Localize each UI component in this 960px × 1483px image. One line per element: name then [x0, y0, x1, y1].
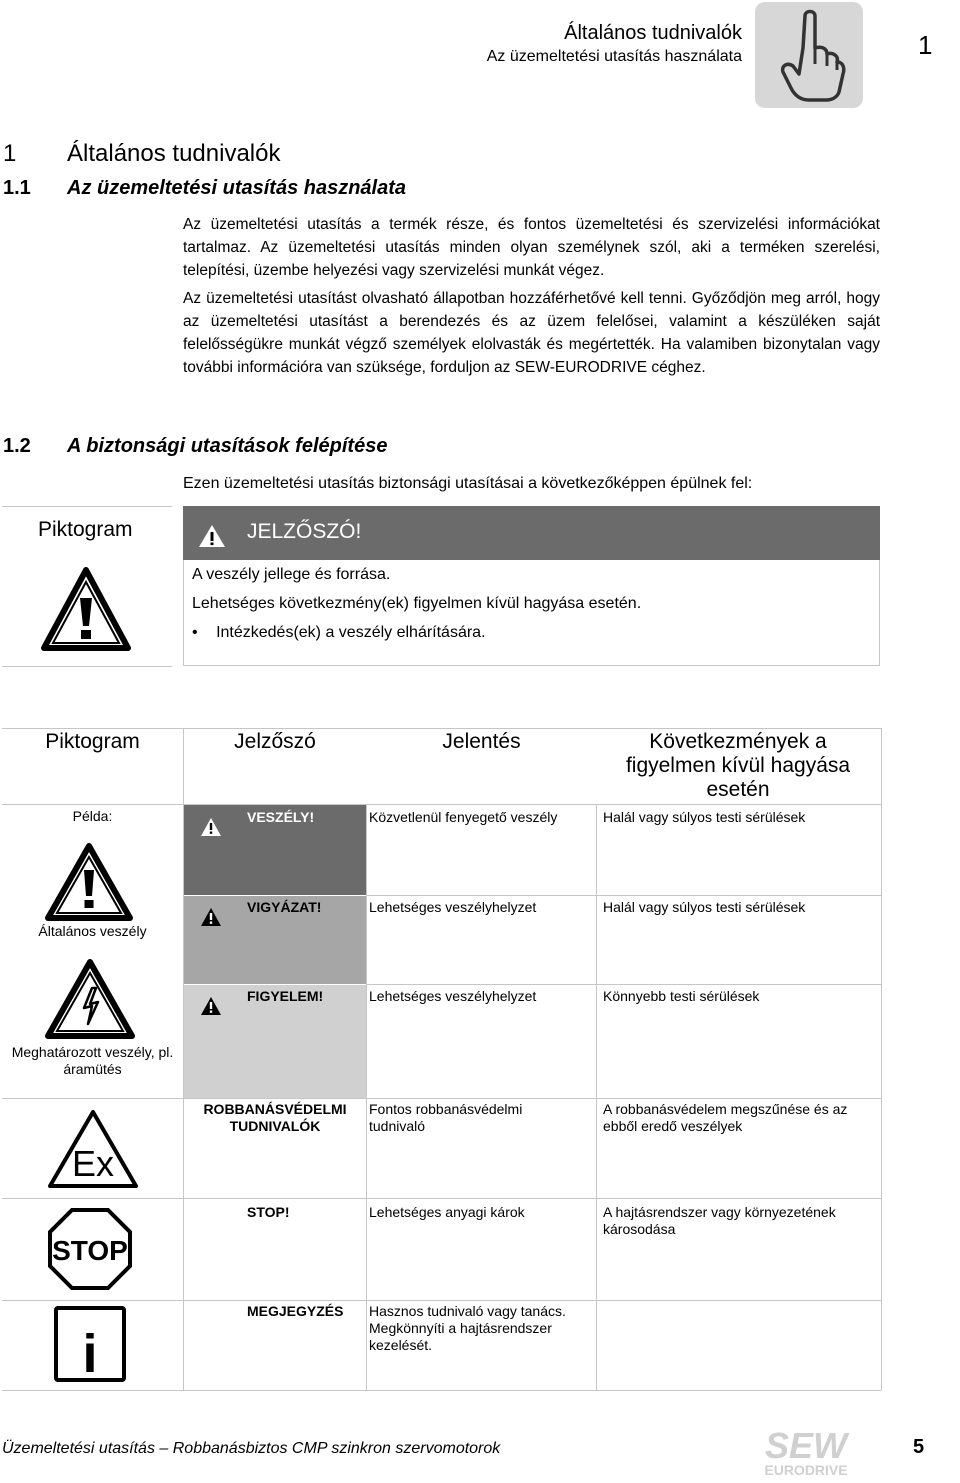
signal-danger: VESZÉLY! — [247, 809, 315, 825]
table-rule — [2, 804, 881, 805]
table-header-pictogram: Piktogram — [45, 730, 140, 753]
table-header-meaning: Jelentés — [442, 730, 521, 753]
paragraph-1: Az üzemeltetési utasítás a termék része, és fontos üzemeltetési és szervizelési információkat tartalmaz. Az üzemeltetési utasítás minden olyan személynek szól, aki a terméken szerelési, telepítési, üzembe helyezési vagy szervizelési munkát végez. — [183, 216, 880, 279]
pictogram-label: Piktogram — [38, 518, 133, 541]
stop-text: STOP — [52, 1235, 128, 1266]
signal-caution: FIGYELEM! — [247, 988, 324, 1004]
section-1-2-intro: Ezen üzemeltetési utasítás biztonsági utasításai a következőképpen épülnek fel: — [183, 475, 753, 492]
table-header-signal-word: Jelzőszó — [234, 730, 316, 753]
consequence-warning: Halál vagy súlyos testi sérülések — [603, 899, 806, 915]
sew-eurodrive-logo — [752, 1426, 860, 1478]
consequence-stop: A hajtásrendszer vagy környezetének károsodása — [603, 1204, 836, 1237]
signal-warning: VIGYÁZAT! — [247, 899, 322, 915]
table-rule — [366, 804, 367, 1390]
specific-danger-label: Meghatározott veszély, pl. áramütés — [11, 1044, 174, 1077]
consequence-caution: Könnyebb testi sérülések — [603, 988, 760, 1004]
hazard-type: A veszély jellege és forrása. — [192, 566, 391, 583]
warning-small-icon — [200, 817, 222, 842]
table-rule — [2, 1198, 881, 1199]
chapter-number: 1 — [918, 30, 933, 60]
meaning-explosion: Fontos robbanásvédelmi tudnivaló — [369, 1101, 523, 1134]
warning-small-icon — [200, 907, 222, 932]
meaning-danger: Közvetlenül fenyegető veszély — [369, 809, 558, 825]
signal-word: JELZŐSZÓ! — [247, 520, 362, 543]
table-rule — [2, 728, 881, 729]
consequence-danger: Halál vagy súlyos testi sérülések — [603, 809, 806, 825]
section-title: Általános tudnivalók — [67, 140, 281, 167]
meaning-caution: Lehetséges veszélyhelyzet — [369, 988, 537, 1004]
table-rule — [366, 984, 881, 985]
header-subtitle: Az üzemeltetési utasítás használata — [486, 48, 742, 65]
warning-triangle-icon — [40, 566, 132, 657]
electric-shock-icon — [44, 958, 136, 1045]
stop-sign-icon — [48, 1208, 132, 1295]
meaning-warning: Lehetséges veszélyhelyzet — [369, 899, 537, 915]
warning-small-icon — [200, 996, 222, 1021]
explosion-protection-icon — [48, 1110, 138, 1193]
section-title: A biztonsági utasítások felépítése — [67, 435, 388, 457]
table-header-consequence: Következmények a figyelmen kívül hagyása esetén — [625, 730, 851, 801]
meaning-stop: Lehetséges anyagi károk — [369, 1204, 525, 1220]
table-rule — [2, 1098, 881, 1099]
section-1-2-heading — [3, 435, 387, 458]
section-1-1-heading — [3, 177, 406, 200]
pointing-hand-icon — [755, 2, 863, 108]
section-number: 1 — [3, 140, 17, 167]
divider — [2, 506, 172, 507]
meaning-note: Hasznos tudnivaló vagy tanács. Megkönnyíti a hajtásrendszer kezelését. — [369, 1303, 566, 1353]
footer-text: Üzemeltetési utasítás – Robbanásbiztos CMP szinkron szervomotorok — [2, 1440, 501, 1457]
consequence-explosion: A robbanásvédelem megszűnése és az ebből eredő veszélyek — [603, 1101, 848, 1134]
section-number: 1.2 — [3, 435, 31, 457]
info-icon — [54, 1306, 126, 1387]
signal-explosion: ROBBANÁSVÉDELMI TUDNIVALÓK — [203, 1101, 347, 1134]
table-rule — [366, 895, 881, 896]
logo-bottom-text: EURODRIVE — [764, 1462, 848, 1478]
ex-text: Ex — [71, 1143, 115, 1184]
signal-note: MEGJEGYZÉS — [247, 1303, 344, 1319]
info-text: i — [82, 1324, 98, 1382]
example-label: Példa: — [72, 808, 113, 824]
section-1-heading — [3, 140, 280, 168]
warning-small-icon — [197, 523, 227, 554]
logo-top-text: SEW — [764, 1426, 848, 1466]
header-title: Általános tudnivalók — [564, 22, 742, 44]
signal-stop: STOP! — [247, 1204, 290, 1220]
section-title: Az üzemeltetési utasítás használata — [67, 177, 407, 199]
divider — [2, 666, 172, 667]
page-number: 5 — [913, 1436, 925, 1458]
table-rule — [2, 1390, 881, 1391]
possible-consequence: Lehetséges következmény(ek) figyelmen kívül hagyása esetén. — [192, 595, 642, 612]
paragraph-2: Az üzemeltetési utasítást olvasható állapotban hozzáférhetővé kell tenni. Győződjön meg arról, hogy az üzemeltetési utasítást a berendezés és az üzem felelősei, valamint a készüléken saját felelősségükre munkát végző személyek elolvasták és megértették. Ha valamiben bizonytalan vagy további információra van szüksége, forduljon az SEW-EURODRIVE céghez. — [183, 290, 880, 376]
section-number: 1.1 — [3, 177, 31, 199]
table-rule — [881, 728, 882, 1390]
bullet: • — [192, 624, 198, 641]
table-rule — [2, 1300, 881, 1301]
general-danger-icon — [44, 842, 134, 927]
measure-bullet — [192, 624, 486, 642]
general-danger-label: Általános veszély — [38, 923, 147, 939]
table-rule — [596, 804, 597, 1390]
measure-text: Intézkedés(ek) a veszély elhárítására. — [216, 624, 486, 641]
